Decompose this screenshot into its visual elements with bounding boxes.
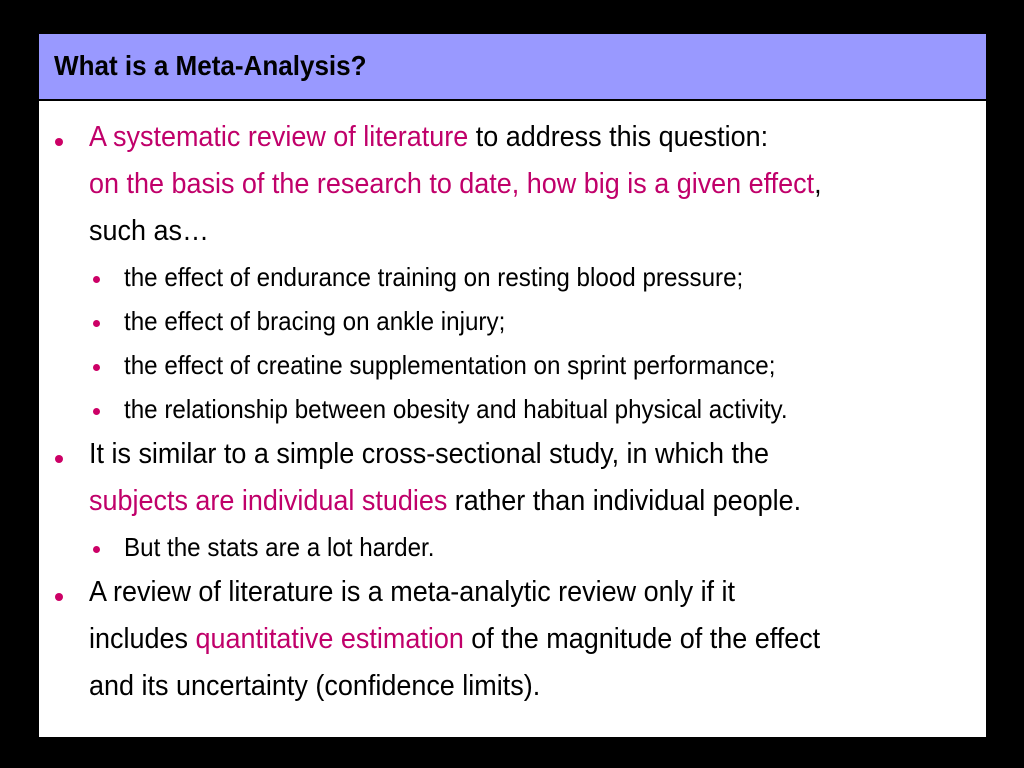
slide	[39, 34, 986, 737]
sub-bullet-text: But the stats are a lot harder.	[124, 532, 435, 562]
sub-bullet-item	[39, 343, 986, 387]
bullet-dot-icon	[93, 320, 100, 327]
bullet-dot-icon	[93, 408, 100, 415]
bullet-line	[89, 478, 923, 525]
bullet-line: A review of literature is a meta-analytic review only if it	[89, 576, 736, 608]
bullet-line: and its uncertainty (confidence limits).	[89, 670, 541, 702]
highlight-text: on the basis of the research to date, how big is a given effect	[89, 168, 815, 200]
sub-bullet-text: the effect of creatine supplementation on sprint performance;	[124, 350, 776, 380]
sub-bullet-item	[39, 255, 986, 299]
slide-content	[39, 114, 986, 710]
bullet-line	[89, 114, 923, 161]
bullet-line: It is similar to a simple cross-sectional study, in which the	[89, 438, 769, 470]
bullet-dot-icon	[55, 138, 63, 146]
bullet-dot-icon	[55, 455, 63, 463]
title-bar	[39, 34, 986, 101]
sub-bullet-text: the relationship between obesity and habitual physical activity.	[124, 394, 788, 424]
bullet-item-1	[39, 114, 986, 255]
bullet-line: such as…	[89, 215, 209, 247]
bullet-line	[89, 161, 923, 208]
bullet-dot-icon	[93, 276, 100, 283]
sub-bullet-item	[39, 387, 986, 431]
highlight-text: subjects are individual studies	[89, 485, 448, 517]
sub-bullet-text: the effect of endurance training on resting blood pressure;	[124, 262, 744, 292]
plain-text: to address this question:	[468, 121, 769, 153]
sub-bullet-item	[39, 299, 986, 343]
bullet-line	[89, 616, 923, 663]
highlight-text: A systematic review of literature	[89, 121, 469, 153]
plain-text: ,	[814, 168, 822, 200]
bullet-dot-icon	[93, 546, 100, 553]
highlight-text: quantitative estimation	[195, 623, 464, 655]
sub-bullet-text: the effect of bracing on ankle injury;	[124, 306, 506, 336]
bullet-dot-icon	[93, 364, 100, 371]
plain-text: includes	[89, 623, 196, 655]
plain-text: of the magnitude of the effect	[463, 623, 821, 655]
plain-text: rather than individual people.	[447, 485, 802, 517]
slide-title: What is a Meta-Analysis?	[54, 50, 367, 81]
bullet-item-3	[39, 569, 986, 710]
sub-bullet-item	[39, 525, 986, 569]
bullet-item-2	[39, 431, 986, 525]
bullet-dot-icon	[55, 593, 63, 601]
